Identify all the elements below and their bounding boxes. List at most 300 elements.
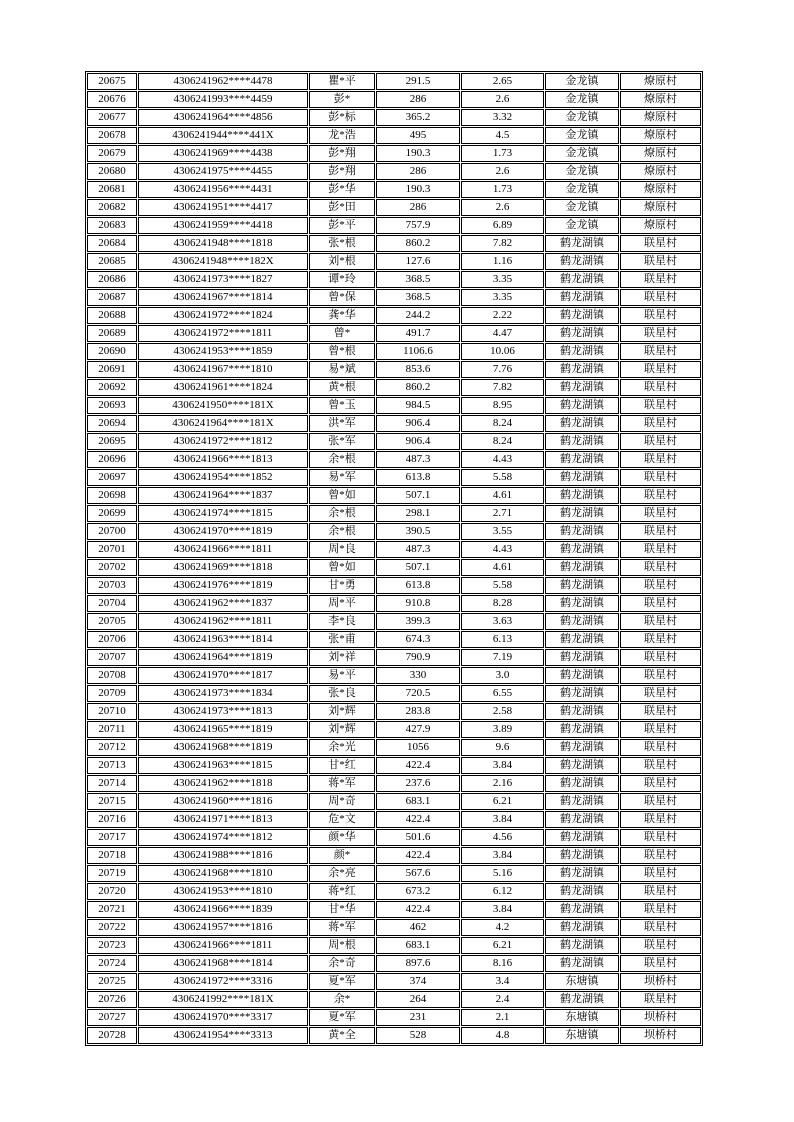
cell-id-number: 4306241966****1839: [138, 901, 308, 918]
cell-area: 2.22: [461, 307, 544, 324]
cell-village: 燎原村: [620, 181, 701, 198]
cell-sequence-number: 20708: [87, 667, 137, 684]
cell-town: 鹤龙湖镇: [545, 631, 619, 648]
cell-sequence-number: 20694: [87, 415, 137, 432]
cell-person-name: 周*根: [309, 937, 375, 954]
cell-amount: 190.3: [376, 181, 460, 198]
cell-area: 2.1: [461, 1009, 544, 1026]
cell-sequence-number: 20680: [87, 163, 137, 180]
cell-id-number: 4306241970****1819: [138, 523, 308, 540]
cell-amount: 507.1: [376, 487, 460, 504]
table-row: [87, 523, 701, 540]
cell-village: 联星村: [620, 667, 701, 684]
cell-village: 联星村: [620, 487, 701, 504]
cell-town: 鹤龙湖镇: [545, 613, 619, 630]
cell-person-name: 刘*根: [309, 253, 375, 270]
cell-person-name: 蒋*军: [309, 775, 375, 792]
cell-person-name: 易*平: [309, 667, 375, 684]
table-row: [87, 73, 701, 90]
cell-area: 7.19: [461, 649, 544, 666]
cell-sequence-number: 20718: [87, 847, 137, 864]
cell-amount: 757.9: [376, 217, 460, 234]
cell-person-name: 颜*华: [309, 829, 375, 846]
table-row: [87, 613, 701, 630]
cell-town: 鹤龙湖镇: [545, 523, 619, 540]
cell-village: 联星村: [620, 379, 701, 396]
cell-id-number: 4306241948****1818: [138, 235, 308, 252]
cell-sequence-number: 20702: [87, 559, 137, 576]
cell-person-name: 余*根: [309, 523, 375, 540]
cell-person-name: 李*良: [309, 613, 375, 630]
cell-amount: 399.3: [376, 613, 460, 630]
cell-id-number: 4306241968****1814: [138, 955, 308, 972]
cell-person-name: 张*军: [309, 433, 375, 450]
cell-sequence-number: 20691: [87, 361, 137, 378]
cell-person-name: 曾*: [309, 325, 375, 342]
cell-person-name: 张*根: [309, 235, 375, 252]
cell-town: 鹤龙湖镇: [545, 451, 619, 468]
cell-amount: 190.3: [376, 145, 460, 162]
cell-id-number: 4306241964****1837: [138, 487, 308, 504]
cell-area: 6.12: [461, 883, 544, 900]
cell-village: 联星村: [620, 649, 701, 666]
cell-amount: 495: [376, 127, 460, 144]
cell-amount: 291.5: [376, 73, 460, 90]
cell-person-name: 彭*翔: [309, 145, 375, 162]
cell-sequence-number: 20707: [87, 649, 137, 666]
cell-town: 金龙镇: [545, 181, 619, 198]
cell-town: 鹤龙湖镇: [545, 775, 619, 792]
cell-town: 鹤龙湖镇: [545, 685, 619, 702]
cell-amount: 528: [376, 1027, 460, 1044]
cell-town: 鹤龙湖镇: [545, 595, 619, 612]
cell-village: 联星村: [620, 505, 701, 522]
cell-amount: 507.1: [376, 559, 460, 576]
cell-area: 7.82: [461, 235, 544, 252]
cell-area: 3.84: [461, 847, 544, 864]
cell-person-name: 龚*华: [309, 307, 375, 324]
table-row: [87, 199, 701, 216]
cell-id-number: 4306241968****1810: [138, 865, 308, 882]
table-row: [87, 307, 701, 324]
cell-town: 鹤龙湖镇: [545, 253, 619, 270]
table-row: [87, 127, 701, 144]
cell-village: 联星村: [620, 739, 701, 756]
cell-town: 鹤龙湖镇: [545, 343, 619, 360]
cell-id-number: 4306241973****1813: [138, 703, 308, 720]
cell-area: 3.0: [461, 667, 544, 684]
cell-sequence-number: 20698: [87, 487, 137, 504]
cell-id-number: 4306241953****1810: [138, 883, 308, 900]
cell-area: 2.4: [461, 991, 544, 1008]
cell-amount: 683.1: [376, 937, 460, 954]
cell-area: 6.21: [461, 937, 544, 954]
cell-sequence-number: 20685: [87, 253, 137, 270]
cell-town: 鹤龙湖镇: [545, 919, 619, 936]
cell-village: 联星村: [620, 991, 701, 1008]
cell-person-name: 黄*根: [309, 379, 375, 396]
cell-amount: 906.4: [376, 433, 460, 450]
table-row: [87, 703, 701, 720]
cell-amount: 286: [376, 163, 460, 180]
cell-town: 鹤龙湖镇: [545, 415, 619, 432]
cell-person-name: 洪*军: [309, 415, 375, 432]
cell-id-number: 4306241963****1815: [138, 757, 308, 774]
cell-amount: 860.2: [376, 235, 460, 252]
cell-person-name: 张*甫: [309, 631, 375, 648]
table-row: [87, 325, 701, 342]
cell-area: 4.43: [461, 451, 544, 468]
cell-id-number: 4306241961****1824: [138, 379, 308, 396]
table-row: [87, 235, 701, 252]
table-row: [87, 271, 701, 288]
cell-sequence-number: 20678: [87, 127, 137, 144]
cell-id-number: 4306241972****1811: [138, 325, 308, 342]
cell-village: 联星村: [620, 469, 701, 486]
cell-area: 1.73: [461, 145, 544, 162]
table-row: [87, 775, 701, 792]
cell-amount: 853.6: [376, 361, 460, 378]
cell-town: 鹤龙湖镇: [545, 235, 619, 252]
cell-area: 7.82: [461, 379, 544, 396]
cell-area: 2.6: [461, 91, 544, 108]
cell-amount: 390.5: [376, 523, 460, 540]
cell-amount: 487.3: [376, 541, 460, 558]
cell-amount: 422.4: [376, 901, 460, 918]
cell-sequence-number: 20695: [87, 433, 137, 450]
cell-amount: 984.5: [376, 397, 460, 414]
cell-id-number: 4306241963****1814: [138, 631, 308, 648]
cell-village: 联星村: [620, 955, 701, 972]
cell-village: 联星村: [620, 937, 701, 954]
cell-village: 联星村: [620, 415, 701, 432]
cell-area: 3.35: [461, 289, 544, 306]
cell-village: 联星村: [620, 271, 701, 288]
cell-person-name: 易*军: [309, 469, 375, 486]
cell-sequence-number: 20701: [87, 541, 137, 558]
cell-village: 联星村: [620, 775, 701, 792]
cell-person-name: 曾*玉: [309, 397, 375, 414]
cell-person-name: 周*良: [309, 541, 375, 558]
cell-town: 鹤龙湖镇: [545, 289, 619, 306]
table-row: [87, 469, 701, 486]
cell-town: 鹤龙湖镇: [545, 865, 619, 882]
cell-amount: 491.7: [376, 325, 460, 342]
cell-area: 2.71: [461, 505, 544, 522]
cell-person-name: 刘*辉: [309, 703, 375, 720]
cell-person-name: 夏*军: [309, 1009, 375, 1026]
cell-town: 鹤龙湖镇: [545, 793, 619, 810]
cell-amount: 897.6: [376, 955, 460, 972]
cell-town: 鹤龙湖镇: [545, 847, 619, 864]
cell-area: 4.8: [461, 1027, 544, 1044]
cell-sequence-number: 20719: [87, 865, 137, 882]
cell-town: 东塘镇: [545, 1009, 619, 1026]
cell-amount: 286: [376, 199, 460, 216]
cell-sequence-number: 20693: [87, 397, 137, 414]
cell-amount: 462: [376, 919, 460, 936]
cell-person-name: 曾*保: [309, 289, 375, 306]
cell-sequence-number: 20676: [87, 91, 137, 108]
cell-sequence-number: 20716: [87, 811, 137, 828]
cell-id-number: 4306241973****1827: [138, 271, 308, 288]
cell-id-number: 4306241972****3316: [138, 973, 308, 990]
cell-village: 燎原村: [620, 91, 701, 108]
cell-area: 4.47: [461, 325, 544, 342]
cell-village: 联星村: [620, 343, 701, 360]
cell-town: 鹤龙湖镇: [545, 883, 619, 900]
table-row: [87, 541, 701, 558]
cell-sequence-number: 20679: [87, 145, 137, 162]
cell-village: 联星村: [620, 811, 701, 828]
cell-amount: 1106.6: [376, 343, 460, 360]
cell-sequence-number: 20684: [87, 235, 137, 252]
table-row: [87, 811, 701, 828]
cell-village: 联星村: [620, 361, 701, 378]
cell-sequence-number: 20704: [87, 595, 137, 612]
cell-person-name: 蒋*红: [309, 883, 375, 900]
cell-town: 鹤龙湖镇: [545, 955, 619, 972]
cell-sequence-number: 20728: [87, 1027, 137, 1044]
cell-area: 1.73: [461, 181, 544, 198]
cell-id-number: 4306241962****1837: [138, 595, 308, 612]
cell-sequence-number: 20688: [87, 307, 137, 324]
cell-village: 联星村: [620, 523, 701, 540]
cell-person-name: 余*亮: [309, 865, 375, 882]
cell-id-number: 4306241969****1818: [138, 559, 308, 576]
cell-village: 联星村: [620, 235, 701, 252]
table-row: [87, 163, 701, 180]
table-row: [87, 865, 701, 882]
cell-person-name: 彭*华: [309, 181, 375, 198]
table-row: [87, 109, 701, 126]
cell-town: 鹤龙湖镇: [545, 505, 619, 522]
cell-area: 1.16: [461, 253, 544, 270]
cell-id-number: 4306241972****1812: [138, 433, 308, 450]
cell-id-number: 4306241968****1819: [138, 739, 308, 756]
table-row: [87, 649, 701, 666]
table-row: [87, 919, 701, 936]
cell-amount: 237.6: [376, 775, 460, 792]
cell-id-number: 4306241944****441X: [138, 127, 308, 144]
cell-town: 鹤龙湖镇: [545, 361, 619, 378]
cell-sequence-number: 20714: [87, 775, 137, 792]
cell-area: 4.2: [461, 919, 544, 936]
cell-town: 鹤龙湖镇: [545, 541, 619, 558]
cell-town: 鹤龙湖镇: [545, 271, 619, 288]
cell-sequence-number: 20687: [87, 289, 137, 306]
cell-amount: 127.6: [376, 253, 460, 270]
cell-village: 联星村: [620, 847, 701, 864]
cell-person-name: 瞿*平: [309, 73, 375, 90]
cell-sequence-number: 20709: [87, 685, 137, 702]
table-row: [87, 937, 701, 954]
cell-id-number: 4306241960****1816: [138, 793, 308, 810]
table-row: [87, 739, 701, 756]
cell-id-number: 4306241992****181X: [138, 991, 308, 1008]
cell-sequence-number: 20725: [87, 973, 137, 990]
cell-town: 鹤龙湖镇: [545, 559, 619, 576]
cell-town: 金龙镇: [545, 127, 619, 144]
cell-town: 鹤龙湖镇: [545, 307, 619, 324]
cell-town: 鹤龙湖镇: [545, 577, 619, 594]
cell-id-number: 4306241951****4417: [138, 199, 308, 216]
cell-town: 鹤龙湖镇: [545, 433, 619, 450]
cell-village: 联星村: [620, 577, 701, 594]
cell-id-number: 4306241954****1852: [138, 469, 308, 486]
cell-person-name: 甘*勇: [309, 577, 375, 594]
cell-area: 8.95: [461, 397, 544, 414]
cell-person-name: 余*根: [309, 505, 375, 522]
cell-amount: 422.4: [376, 757, 460, 774]
cell-area: 8.28: [461, 595, 544, 612]
table-row: [87, 217, 701, 234]
cell-area: 7.76: [461, 361, 544, 378]
cell-amount: 330: [376, 667, 460, 684]
cell-area: 3.89: [461, 721, 544, 738]
table-row: [87, 901, 701, 918]
cell-id-number: 4306241962****1818: [138, 775, 308, 792]
cell-village: 燎原村: [620, 163, 701, 180]
cell-village: 燎原村: [620, 199, 701, 216]
cell-village: 联星村: [620, 865, 701, 882]
cell-amount: 374: [376, 973, 460, 990]
cell-area: 4.61: [461, 487, 544, 504]
cell-area: 3.63: [461, 613, 544, 630]
cell-area: 4.56: [461, 829, 544, 846]
cell-village: 燎原村: [620, 217, 701, 234]
cell-id-number: 4306241956****4431: [138, 181, 308, 198]
cell-area: 8.24: [461, 415, 544, 432]
table-row: [87, 559, 701, 576]
cell-village: 坝桥村: [620, 1009, 701, 1026]
cell-amount: 613.8: [376, 577, 460, 594]
cell-person-name: 曾*如: [309, 487, 375, 504]
cell-area: 4.61: [461, 559, 544, 576]
cell-person-name: 甘*华: [309, 901, 375, 918]
cell-id-number: 4306241967****1814: [138, 289, 308, 306]
cell-amount: 422.4: [376, 811, 460, 828]
cell-area: 9.6: [461, 739, 544, 756]
cell-town: 金龙镇: [545, 145, 619, 162]
cell-area: 6.89: [461, 217, 544, 234]
cell-village: 坝桥村: [620, 973, 701, 990]
cell-sequence-number: 20723: [87, 937, 137, 954]
cell-person-name: 彭*田: [309, 199, 375, 216]
cell-id-number: 4306241970****3317: [138, 1009, 308, 1026]
cell-amount: 613.8: [376, 469, 460, 486]
cell-id-number: 4306241970****1817: [138, 667, 308, 684]
cell-village: 联星村: [620, 397, 701, 414]
cell-village: 联星村: [620, 307, 701, 324]
cell-sequence-number: 20726: [87, 991, 137, 1008]
cell-sequence-number: 20675: [87, 73, 137, 90]
table-row: [87, 397, 701, 414]
cell-id-number: 4306241966****1811: [138, 937, 308, 954]
cell-village: 燎原村: [620, 73, 701, 90]
cell-town: 鹤龙湖镇: [545, 379, 619, 396]
table-row: [87, 451, 701, 468]
table-row: [87, 487, 701, 504]
cell-area: 2.6: [461, 199, 544, 216]
cell-id-number: 4306241966****1811: [138, 541, 308, 558]
cell-area: 3.4: [461, 973, 544, 990]
cell-sequence-number: 20705: [87, 613, 137, 630]
cell-person-name: 颜*: [309, 847, 375, 864]
cell-amount: 286: [376, 91, 460, 108]
cell-town: 鹤龙湖镇: [545, 991, 619, 1008]
table-row: [87, 577, 701, 594]
cell-person-name: 蒋*军: [309, 919, 375, 936]
cell-id-number: 4306241964****4856: [138, 109, 308, 126]
cell-sequence-number: 20690: [87, 343, 137, 360]
cell-village: 燎原村: [620, 127, 701, 144]
cell-area: 2.6: [461, 163, 544, 180]
table-row: [87, 973, 701, 990]
cell-sequence-number: 20710: [87, 703, 137, 720]
cell-person-name: 甘*红: [309, 757, 375, 774]
cell-sequence-number: 20682: [87, 199, 137, 216]
cell-village: 联星村: [620, 883, 701, 900]
table-body: [87, 73, 701, 1044]
table-row: [87, 793, 701, 810]
cell-village: 联星村: [620, 901, 701, 918]
cell-sequence-number: 20683: [87, 217, 137, 234]
cell-person-name: 周*奇: [309, 793, 375, 810]
cell-id-number: 4306241962****4478: [138, 73, 308, 90]
cell-amount: 910.8: [376, 595, 460, 612]
cell-amount: 567.6: [376, 865, 460, 882]
cell-id-number: 4306241976****1819: [138, 577, 308, 594]
cell-amount: 422.4: [376, 847, 460, 864]
cell-id-number: 4306241973****1834: [138, 685, 308, 702]
cell-id-number: 4306241959****4418: [138, 217, 308, 234]
cell-person-name: 龙*浩: [309, 127, 375, 144]
cell-town: 金龙镇: [545, 217, 619, 234]
cell-id-number: 4306241954****3313: [138, 1027, 308, 1044]
cell-person-name: 黄*全: [309, 1027, 375, 1044]
table-row: [87, 667, 701, 684]
cell-amount: 720.5: [376, 685, 460, 702]
cell-area: 6.13: [461, 631, 544, 648]
cell-sequence-number: 20722: [87, 919, 137, 936]
table-row: [87, 91, 701, 108]
cell-id-number: 4306241965****1819: [138, 721, 308, 738]
cell-sequence-number: 20699: [87, 505, 137, 522]
table-row: [87, 415, 701, 432]
table-row: [87, 1009, 701, 1026]
cell-id-number: 4306241974****1815: [138, 505, 308, 522]
cell-village: 联星村: [620, 721, 701, 738]
cell-village: 联星村: [620, 919, 701, 936]
cell-sequence-number: 20727: [87, 1009, 137, 1026]
cell-village: 联星村: [620, 613, 701, 630]
cell-id-number: 4306241967****1810: [138, 361, 308, 378]
cell-sequence-number: 20715: [87, 793, 137, 810]
table-row: [87, 289, 701, 306]
cell-person-name: 曾*根: [309, 343, 375, 360]
cell-id-number: 4306241953****1859: [138, 343, 308, 360]
cell-sequence-number: 20681: [87, 181, 137, 198]
cell-person-name: 彭*标: [309, 109, 375, 126]
cell-sequence-number: 20711: [87, 721, 137, 738]
cell-sequence-number: 20689: [87, 325, 137, 342]
table-row: [87, 829, 701, 846]
cell-person-name: 彭*翔: [309, 163, 375, 180]
cell-village: 联星村: [620, 541, 701, 558]
cell-area: 2.65: [461, 73, 544, 90]
table-row: [87, 991, 701, 1008]
